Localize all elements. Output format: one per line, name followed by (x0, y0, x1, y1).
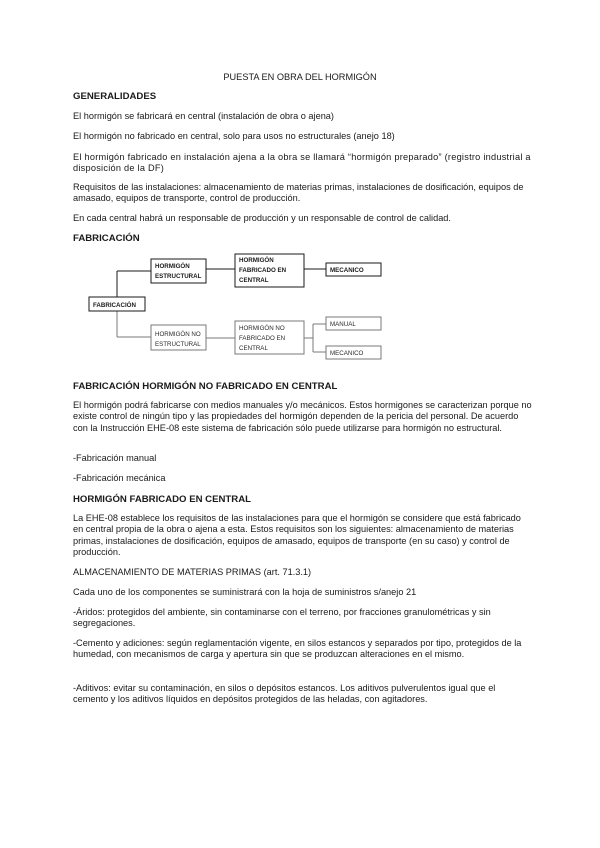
paragraph: El hormigón podrá fabricarse con medios manuales y/o mecánicos. Estos hormigones se caracterizan porque no existe control de ningún tipo y las propiedades del hormigón dependen de la pericia del personal. De acuerdo con la Instrucción EHE-08 este sistema de fabricación sólo puede utilizarse para hormigón no estructural. (73, 400, 532, 433)
paragraph: En cada central habrá un responsable de producción y un responsable de control de calidad. (73, 213, 451, 223)
paragraph: -Fabricación manual (73, 453, 157, 463)
label-fab-central-1: HORMIGÓN (239, 257, 274, 264)
label-fab-central-2: FABRICADO EN (239, 267, 287, 274)
heading-no-central: FABRICACIÓN HORMIGÓN NO FABRICADO EN CENTRAL (73, 381, 338, 392)
label-estructural-2: ESTRUCTURAL (155, 273, 202, 280)
label-no-estructural-1: HORMIGÓN NO (155, 331, 201, 338)
connectors-muted (117, 311, 326, 352)
paragraph: El hormigón no fabricado en central, solo para usos no estructurales (anejo 18) (73, 131, 395, 141)
label-mecanico-top: MECANICO (330, 267, 364, 274)
label-fabricacion: FABRICACIÓN (93, 302, 136, 309)
page-title: PUESTA EN OBRA DEL HORMIGÓN (223, 72, 377, 82)
paragraph: -Fabricación mecánica (73, 473, 166, 483)
label-manual: MANUAL (330, 321, 356, 328)
label-no-fab-central-1: HORMIGÓN NO (239, 325, 285, 332)
label-no-estructural-2: ESTRUCTURAL (155, 341, 201, 348)
paragraph: La EHE-08 establece los requisitos de las instalaciones para que el hormigón se considere que está fabricado en central propia de la obra o ajena a esta. Estos requisitos son los siguientes: almacenamiento de materias primas, instalaciones de dosificación, equipos de amasado, equipos de transporte (en su caso) y control de producción. (73, 513, 521, 558)
heading-generalidades: GENERALIDADES (73, 91, 157, 102)
paragraph: Requisitos de las instalaciones: almacenamiento de materias primas, instalaciones de dosificación, equipos de amasado, equipos de transporte, control de producción. (73, 182, 524, 204)
label-no-fab-central-3: CENTRAL (239, 345, 268, 352)
paragraph: -Áridos: protegidos del ambiente, sin contaminarse con el terreno, por fracciones granulométricas y sin segregaciones. (73, 607, 491, 629)
label-fab-central-3: CENTRAL (239, 277, 269, 284)
subheading-almacenamiento: ALMACENAMIENTO DE MATERIAS PRIMAS (art. 71.3.1) (73, 567, 312, 577)
label-estructural-1: HORMIGÓN (155, 263, 190, 270)
heading-fabricacion: FABRICACIÓN (73, 233, 140, 244)
paragraph: El hormigón fabricado en instalación ajena a la obra se llamará “hormigón preparado” (registro industrial a disposición de la DF) (73, 152, 531, 174)
label-no-fab-central-2: FABRICADO EN (239, 335, 286, 342)
paragraph: Cada uno de los componentes se suministrará con la hoja de suministros s/anejo 21 (73, 587, 417, 597)
heading-central: HORMIGÓN FABRICADO EN CENTRAL (73, 494, 252, 505)
paragraph: -Cemento y adiciones: según reglamentación vigente, en silos estancos y separados por tipo, protegidos de la humedad, con mecanismos de carga y apertura sin que se produzcan alteraciones en el mismo. (73, 638, 522, 660)
connectors-strong (117, 269, 326, 297)
label-mecanico-bottom: MECANICO (330, 350, 364, 357)
paragraph: -Aditivos: evitar su contaminación, en silos o depósitos estancos. Los aditivos pulverulentos igual que el cemento y los aditivos líquidos en depósitos protegidos de las heladas, con agitadores. (73, 683, 496, 705)
paragraph: El hormigón se fabricará en central (instalación de obra o ajena) (73, 111, 334, 121)
